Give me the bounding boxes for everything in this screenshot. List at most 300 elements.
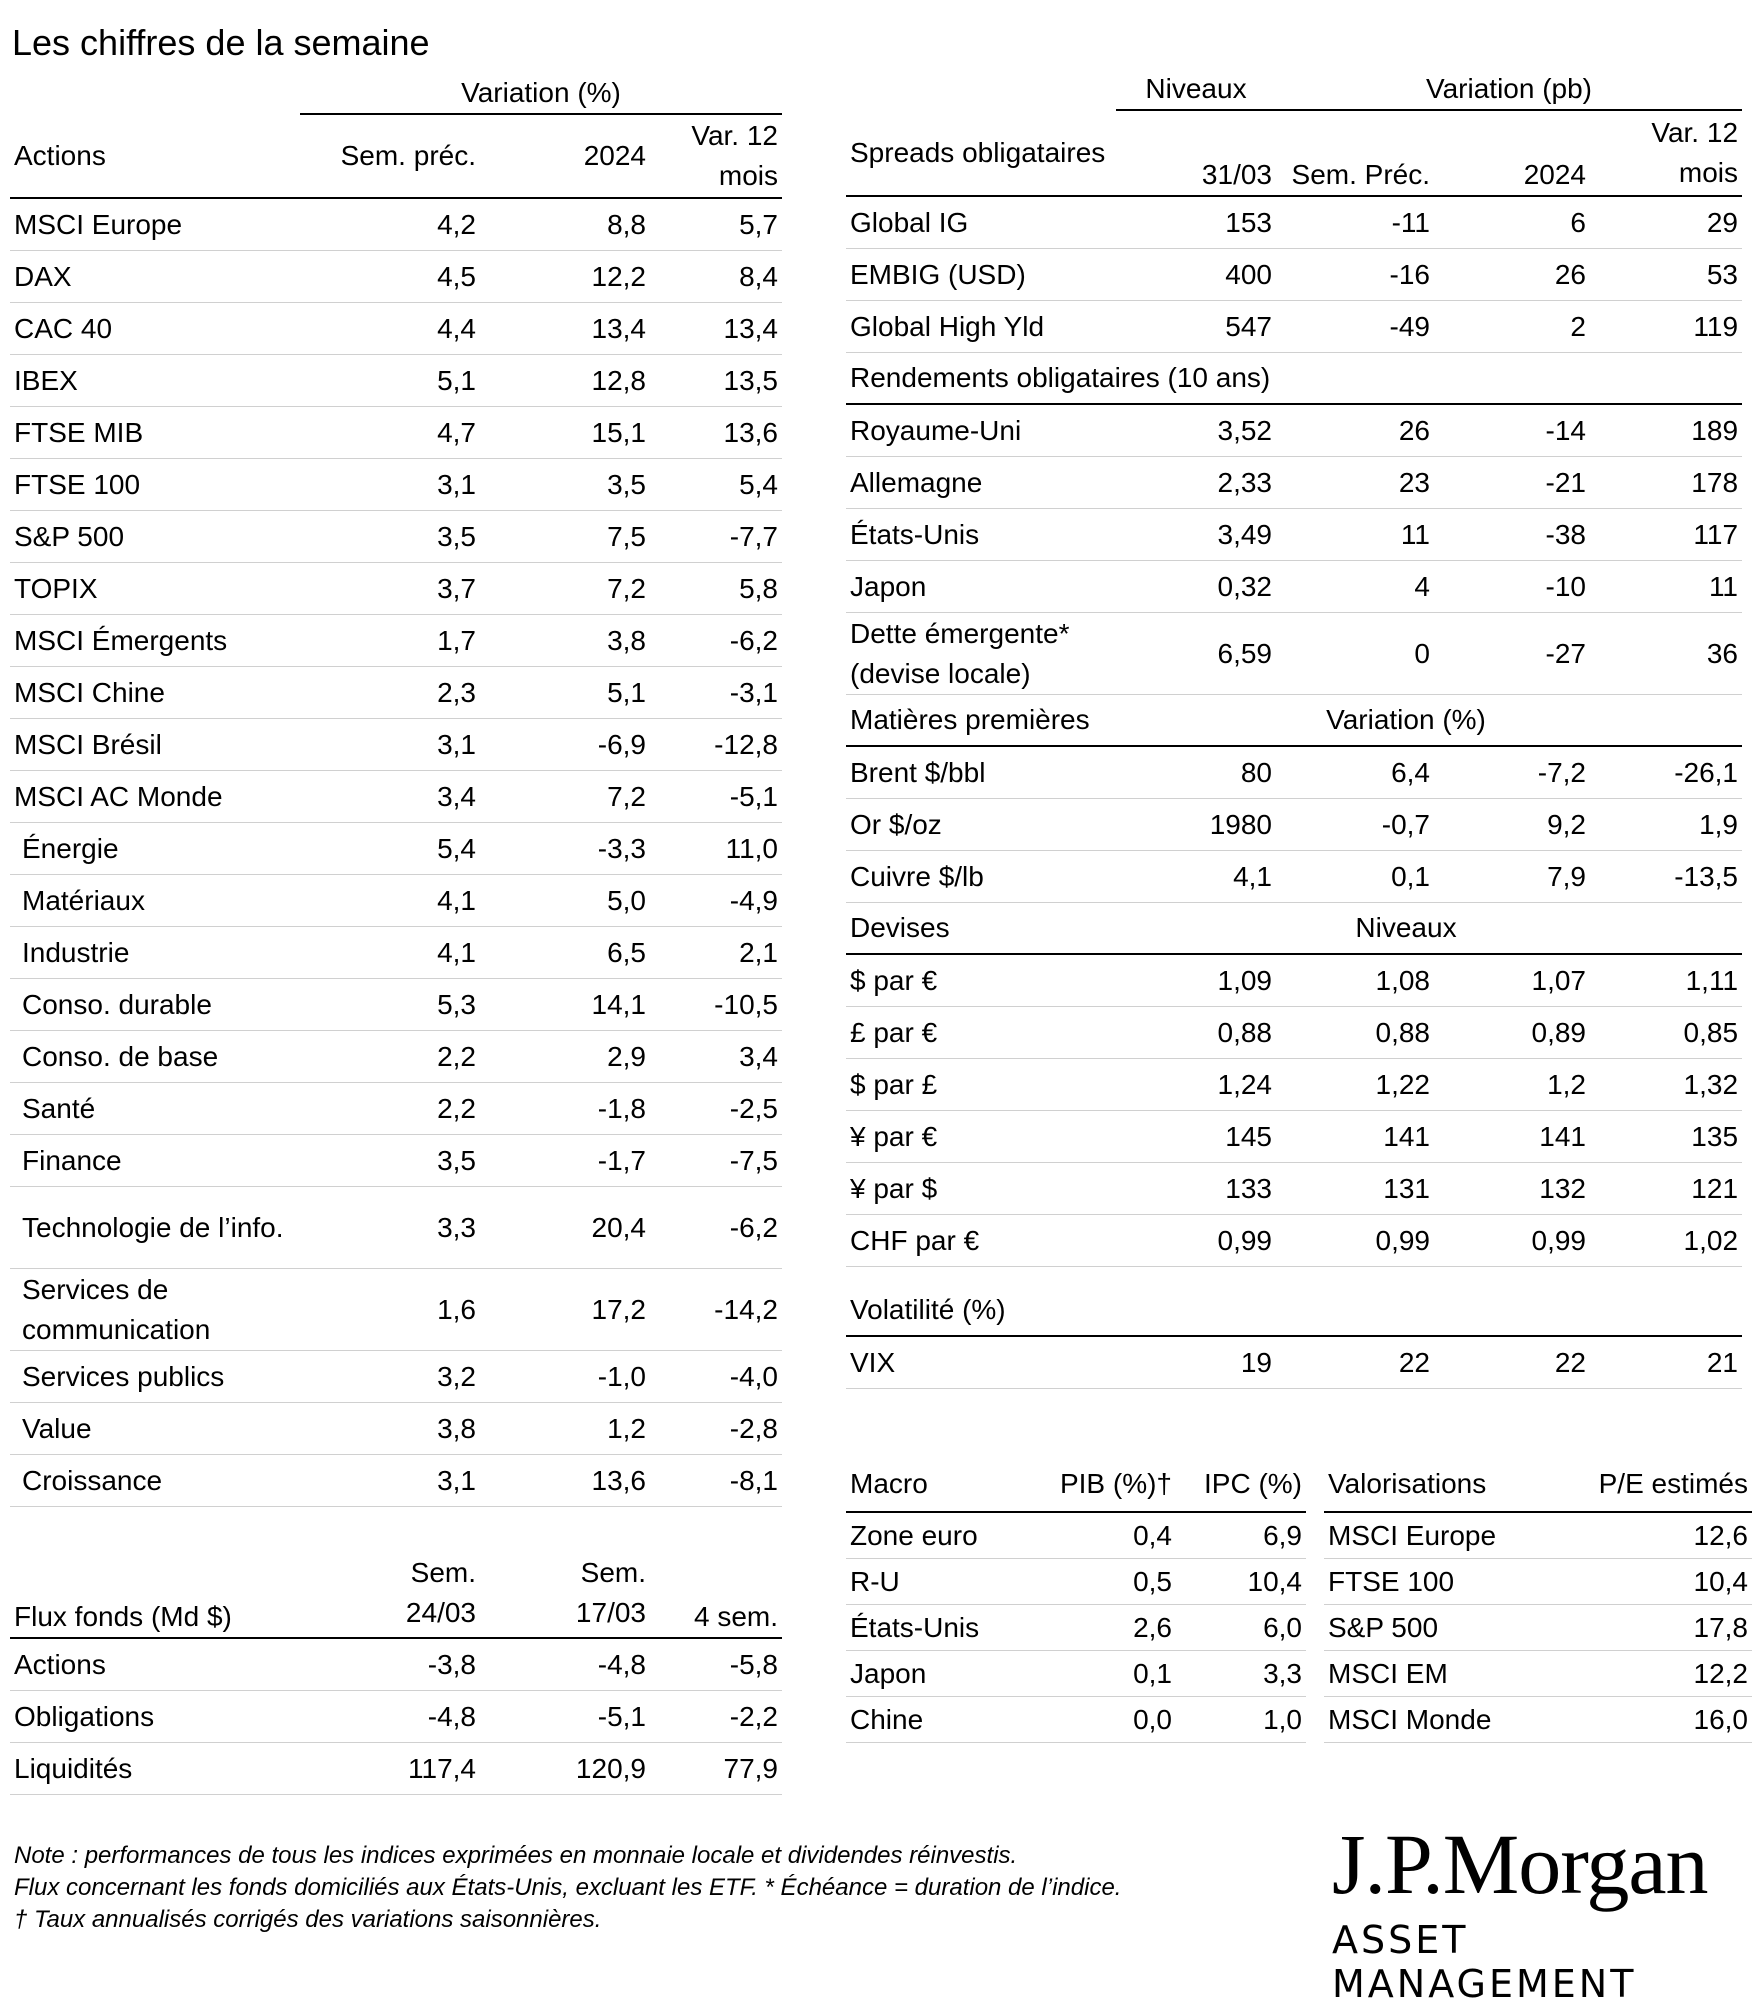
row-value: 6,0	[1176, 1605, 1306, 1651]
row-label: Liquidités	[10, 1743, 300, 1795]
volatilite-title: Volatilité (%)	[846, 1285, 1742, 1336]
table-row	[1324, 1605, 1752, 1651]
row-value: -7,7	[650, 511, 782, 563]
actions-table	[10, 72, 782, 1507]
row-value: 3,7	[300, 563, 480, 615]
table-row	[10, 927, 782, 979]
table-row	[846, 561, 1742, 613]
header-sem-prec: Sem. Préc.	[1276, 110, 1434, 196]
macro-header-ipc: IPC (%)	[1176, 1456, 1306, 1512]
row-value: 12,2	[1552, 1651, 1752, 1697]
table-row	[846, 404, 1742, 457]
header-31-03: 31/03	[1116, 110, 1276, 196]
row-value: 3,4	[650, 1031, 782, 1083]
table-row	[846, 1559, 1306, 1605]
row-value: 141	[1276, 1111, 1434, 1163]
row-value: 3,52	[1116, 404, 1276, 457]
row-label: Énergie	[10, 823, 300, 875]
table-row	[10, 979, 782, 1031]
rendements-title: Rendements obligataires (10 ans)	[846, 353, 1742, 405]
row-value: 23	[1276, 457, 1434, 509]
table-row	[846, 1059, 1742, 1111]
row-value: 119	[1590, 301, 1742, 353]
row-value: -2,5	[650, 1083, 782, 1135]
table-row	[1324, 1651, 1752, 1697]
row-value: -4,9	[650, 875, 782, 927]
row-value: -4,8	[300, 1691, 480, 1743]
table-row	[10, 1403, 782, 1455]
table-row	[10, 1638, 782, 1691]
row-label: Croissance	[10, 1455, 300, 1507]
row-value: 1,24	[1116, 1059, 1276, 1111]
row-value: 8,4	[650, 251, 782, 303]
table-row	[846, 1651, 1306, 1697]
row-label: Conso. de base	[10, 1031, 300, 1083]
row-value: 13,5	[650, 355, 782, 407]
table-row	[10, 875, 782, 927]
row-label: Santé	[10, 1083, 300, 1135]
row-value: -13,5	[1590, 851, 1742, 903]
row-value: 4,5	[300, 251, 480, 303]
footnote-2: Flux concernant les fonds domiciliés aux États-Unis, excluant les ETF. * Échéance = duration de l’indice.	[14, 1874, 1122, 1901]
row-value: 1,2	[1434, 1059, 1590, 1111]
row-label: Or $/oz	[846, 799, 1116, 851]
valo-header-label: Valorisations	[1324, 1456, 1552, 1512]
table-row	[10, 1083, 782, 1135]
table-row	[846, 1605, 1306, 1651]
table-row	[846, 249, 1742, 301]
row-value: 13,6	[480, 1455, 650, 1507]
row-value: 3,8	[480, 615, 650, 667]
row-value: 117,4	[300, 1743, 480, 1795]
row-value: 12,2	[480, 251, 650, 303]
row-value: 1,08	[1276, 954, 1434, 1007]
row-value: 178	[1590, 457, 1742, 509]
table-row	[10, 771, 782, 823]
row-value: 5,4	[300, 823, 480, 875]
row-label: S&P 500	[10, 511, 300, 563]
row-label: FTSE MIB	[10, 407, 300, 459]
table-row	[10, 615, 782, 667]
table-row	[846, 196, 1742, 249]
row-label: Finance	[10, 1135, 300, 1187]
row-label: $ par €	[846, 954, 1116, 1007]
row-value: 141	[1434, 1111, 1590, 1163]
row-value: 21	[1590, 1336, 1742, 1389]
row-label: MSCI Chine	[10, 667, 300, 719]
table-row	[10, 355, 782, 407]
table-row	[10, 1691, 782, 1743]
row-value: 0	[1276, 613, 1434, 695]
row-value: -5,8	[650, 1638, 782, 1691]
row-label: Cuivre $/lb	[846, 851, 1116, 903]
row-value: 36	[1590, 613, 1742, 695]
row-value: 9,2	[1434, 799, 1590, 851]
row-value: 0,88	[1116, 1007, 1276, 1059]
row-label: R-U	[846, 1559, 1036, 1605]
variation-pb-group-header: Variation (pb)	[1276, 68, 1742, 110]
row-value: 11	[1276, 509, 1434, 561]
row-label: Global High Yld	[846, 301, 1116, 353]
row-value: 6,9	[1176, 1512, 1306, 1559]
row-value: 4,7	[300, 407, 480, 459]
table-row	[10, 667, 782, 719]
row-value: -5,1	[650, 771, 782, 823]
row-label: Services publics	[10, 1351, 300, 1403]
row-label: Japon	[846, 1651, 1036, 1697]
macro-header-pib: PIB (%)†	[1036, 1456, 1176, 1512]
row-value: -2,2	[650, 1691, 782, 1743]
row-value: 135	[1590, 1111, 1742, 1163]
row-value: 4,1	[1116, 851, 1276, 903]
row-value: -8,1	[650, 1455, 782, 1507]
row-value: 3,1	[300, 719, 480, 771]
row-value: 7,2	[480, 563, 650, 615]
row-value: 0,5	[1036, 1559, 1176, 1605]
row-value: -14,2	[650, 1269, 782, 1351]
row-value: 17,2	[480, 1269, 650, 1351]
row-value: 0,89	[1434, 1007, 1590, 1059]
row-value: 133	[1116, 1163, 1276, 1215]
row-value: 12,6	[1552, 1512, 1752, 1559]
row-value: -49	[1276, 301, 1434, 353]
row-value: 3,5	[300, 1135, 480, 1187]
row-value: 7,2	[480, 771, 650, 823]
table-row	[846, 746, 1742, 799]
footnote-1: Note : performances de tous les indices exprimées en monnaie locale et dividendes réinvestis.	[14, 1842, 1018, 1869]
row-value: -3,1	[650, 667, 782, 719]
row-label: ¥ par €	[846, 1111, 1116, 1163]
row-value: 11	[1590, 561, 1742, 613]
row-value: -11	[1276, 196, 1434, 249]
row-label: MSCI Brésil	[10, 719, 300, 771]
row-value: -27	[1434, 613, 1590, 695]
row-value: -1,7	[480, 1135, 650, 1187]
row-value: 4,2	[300, 198, 480, 251]
row-value: 0,1	[1036, 1651, 1176, 1697]
table-row	[846, 1007, 1742, 1059]
actions-header-sem: Sem. préc.	[300, 114, 480, 198]
table-row	[10, 511, 782, 563]
row-value: 17,8	[1552, 1605, 1752, 1651]
row-value: 2,1	[650, 927, 782, 979]
row-label: Brent $/bbl	[846, 746, 1116, 799]
row-label: Actions	[10, 1638, 300, 1691]
row-label: Global IG	[846, 196, 1116, 249]
devises-group-header: Niveaux	[1116, 903, 1590, 955]
table-row	[1324, 1559, 1752, 1605]
row-value: 0,99	[1116, 1215, 1276, 1267]
row-value: 400	[1116, 249, 1276, 301]
row-value: 7,5	[480, 511, 650, 563]
row-label: MSCI Monde	[1324, 1697, 1552, 1743]
row-label: Dette émergente* (devise locale)	[846, 613, 1116, 695]
row-label: Obligations	[10, 1691, 300, 1743]
row-value: -12,8	[650, 719, 782, 771]
row-value: 5,3	[300, 979, 480, 1031]
row-label: Conso. durable	[10, 979, 300, 1031]
table-row	[1324, 1512, 1752, 1559]
row-value: -4,0	[650, 1351, 782, 1403]
actions-group-header: Variation (%)	[300, 72, 782, 114]
row-value: 3,4	[300, 771, 480, 823]
table-row	[10, 407, 782, 459]
row-value: 26	[1434, 249, 1590, 301]
macro-header-label: Macro	[846, 1456, 1036, 1512]
row-value: 5,8	[650, 563, 782, 615]
row-label: États-Unis	[846, 509, 1116, 561]
row-value: 2,2	[300, 1083, 480, 1135]
row-label: Value	[10, 1403, 300, 1455]
markets-table	[846, 68, 1742, 1389]
row-value: 0,1	[1276, 851, 1434, 903]
row-value: 10,4	[1176, 1559, 1306, 1605]
row-value: 14,1	[480, 979, 650, 1031]
row-value: -38	[1434, 509, 1590, 561]
row-label: MSCI AC Monde	[10, 771, 300, 823]
table-row	[10, 459, 782, 511]
row-value: 3,2	[300, 1351, 480, 1403]
actions-header-var12: Var. 12 mois	[650, 114, 782, 198]
row-label: IBEX	[10, 355, 300, 407]
row-value: 1,32	[1590, 1059, 1742, 1111]
jpmorgan-logo: J.P.Morgan	[1332, 1816, 1708, 1912]
row-value: 80	[1116, 746, 1276, 799]
row-value: 12,8	[480, 355, 650, 407]
row-label: MSCI Europe	[10, 198, 300, 251]
flux-header-4sem: 4 sem.	[650, 1548, 782, 1638]
row-value: -16	[1276, 249, 1434, 301]
table-row	[846, 1111, 1742, 1163]
table-row	[846, 1697, 1306, 1743]
row-value: -2,8	[650, 1403, 782, 1455]
row-value: 6,5	[480, 927, 650, 979]
row-value: 13,4	[650, 303, 782, 355]
page-title: Les chiffres de la semaine	[12, 22, 430, 63]
row-value: 3,1	[300, 459, 480, 511]
row-label: Services de communication	[10, 1269, 300, 1351]
row-value: 22	[1434, 1336, 1590, 1389]
table-row	[10, 303, 782, 355]
table-row	[846, 613, 1742, 695]
row-label: Chine	[846, 1697, 1036, 1743]
table-row	[1324, 1697, 1752, 1743]
matieres-group-header: Variation (%)	[1116, 695, 1590, 747]
row-value: 2,33	[1116, 457, 1276, 509]
row-label: Allemagne	[846, 457, 1116, 509]
table-row	[846, 1512, 1306, 1559]
row-value: 189	[1590, 404, 1742, 457]
row-value: 26	[1276, 404, 1434, 457]
row-value: 1980	[1116, 799, 1276, 851]
row-value: -0,7	[1276, 799, 1434, 851]
matieres-title: Matières premières	[846, 695, 1116, 747]
table-row	[846, 1163, 1742, 1215]
table-row	[10, 823, 782, 875]
flux-table	[10, 1548, 782, 1795]
row-value: 117	[1590, 509, 1742, 561]
row-label: Matériaux	[10, 875, 300, 927]
row-value: 3,3	[1176, 1651, 1306, 1697]
row-value: 0,99	[1434, 1215, 1590, 1267]
flux-header-label: Flux fonds (Md $)	[10, 1548, 300, 1638]
row-value: 120,9	[480, 1743, 650, 1795]
row-label: MSCI Europe	[1324, 1512, 1552, 1559]
row-value: 20,4	[480, 1187, 650, 1269]
row-label: $ par £	[846, 1059, 1116, 1111]
row-value: 13,6	[650, 407, 782, 459]
row-label: CAC 40	[10, 303, 300, 355]
row-value: 3,49	[1116, 509, 1276, 561]
table-row	[846, 509, 1742, 561]
row-value: 1,9	[1590, 799, 1742, 851]
row-value: 3,8	[300, 1403, 480, 1455]
row-value: 5,1	[300, 355, 480, 407]
row-value: 4,1	[300, 927, 480, 979]
row-value: -7,5	[650, 1135, 782, 1187]
row-value: 2,2	[300, 1031, 480, 1083]
row-value: 53	[1590, 249, 1742, 301]
row-value: 145	[1116, 1111, 1276, 1163]
row-value: -3,8	[300, 1638, 480, 1691]
row-label: VIX	[846, 1336, 1116, 1389]
table-row	[10, 251, 782, 303]
macro-table	[846, 1456, 1306, 1743]
row-value: 0,4	[1036, 1512, 1176, 1559]
footnote-3: † Taux annualisés corrigés des variations saisonnières.	[14, 1906, 602, 1933]
row-value: 2,3	[300, 667, 480, 719]
row-value: 77,9	[650, 1743, 782, 1795]
table-row	[10, 198, 782, 251]
row-label: CHF par €	[846, 1215, 1116, 1267]
row-value: 1,6	[300, 1269, 480, 1351]
row-label: États-Unis	[846, 1605, 1036, 1651]
header-2024: 2024	[1434, 110, 1590, 196]
row-value: 4	[1276, 561, 1434, 613]
row-value: 547	[1116, 301, 1276, 353]
row-value: -6,9	[480, 719, 650, 771]
row-value: 6	[1434, 196, 1590, 249]
row-value: 153	[1116, 196, 1276, 249]
row-value: 0,85	[1590, 1007, 1742, 1059]
row-value: 7,9	[1434, 851, 1590, 903]
row-label: Royaume-Uni	[846, 404, 1116, 457]
row-value: 1,02	[1590, 1215, 1742, 1267]
row-label: Zone euro	[846, 1512, 1036, 1559]
asset-management-logo-text: ASSET MANAGEMENT	[1332, 1918, 1637, 2006]
row-value: 0,88	[1276, 1007, 1434, 1059]
row-value: 29	[1590, 196, 1742, 249]
row-value: -6,2	[650, 1187, 782, 1269]
row-value: 2	[1434, 301, 1590, 353]
row-value: -5,1	[480, 1691, 650, 1743]
row-value: 1,11	[1590, 954, 1742, 1007]
row-label: FTSE 100	[1324, 1559, 1552, 1605]
row-value: 3,1	[300, 1455, 480, 1507]
row-value: -21	[1434, 457, 1590, 509]
row-value: 1,7	[300, 615, 480, 667]
row-value: 0,0	[1036, 1697, 1176, 1743]
row-value: -14	[1434, 404, 1590, 457]
table-row	[10, 1743, 782, 1795]
row-value: 0,32	[1116, 561, 1276, 613]
row-value: 5,4	[650, 459, 782, 511]
table-row	[10, 719, 782, 771]
row-value: 1,07	[1434, 954, 1590, 1007]
row-label: EMBIG (USD)	[846, 249, 1116, 301]
row-value: -4,8	[480, 1638, 650, 1691]
row-label: MSCI Émergents	[10, 615, 300, 667]
row-label: S&P 500	[1324, 1605, 1552, 1651]
table-row	[846, 1215, 1742, 1267]
row-label: £ par €	[846, 1007, 1116, 1059]
row-value: -1,8	[480, 1083, 650, 1135]
row-value: 1,22	[1276, 1059, 1434, 1111]
row-label: FTSE 100	[10, 459, 300, 511]
table-row	[10, 1269, 782, 1351]
row-value: 11,0	[650, 823, 782, 875]
flux-header-sem2: Sem. 17/03	[480, 1548, 650, 1638]
row-value: 19	[1116, 1336, 1276, 1389]
spreads-header: Spreads obligataires	[846, 110, 1116, 196]
row-value: 4,1	[300, 875, 480, 927]
row-value: 4,4	[300, 303, 480, 355]
footnotes	[14, 1840, 1121, 1936]
valorisations-table	[1324, 1456, 1752, 1743]
row-value: -10,5	[650, 979, 782, 1031]
row-label: DAX	[10, 251, 300, 303]
row-value: -1,0	[480, 1351, 650, 1403]
row-value: 2,6	[1036, 1605, 1176, 1651]
row-value: 6,59	[1116, 613, 1276, 695]
flux-header-sem1: Sem. 24/03	[300, 1548, 480, 1638]
row-value: 0,99	[1276, 1215, 1434, 1267]
table-row	[846, 457, 1742, 509]
row-value: 2,9	[480, 1031, 650, 1083]
row-label: MSCI EM	[1324, 1651, 1552, 1697]
row-value: 131	[1276, 1163, 1434, 1215]
devises-title: Devises	[846, 903, 1116, 955]
row-label: TOPIX	[10, 563, 300, 615]
row-value: 1,09	[1116, 954, 1276, 1007]
row-label: Japon	[846, 561, 1116, 613]
row-value: 15,1	[480, 407, 650, 459]
valo-header-pe: P/E estimés	[1552, 1456, 1752, 1512]
table-row	[846, 851, 1742, 903]
row-value: 121	[1590, 1163, 1742, 1215]
row-value: 3,5	[480, 459, 650, 511]
niveaux-group-header: Niveaux	[1116, 68, 1276, 110]
table-row	[10, 563, 782, 615]
row-value: -26,1	[1590, 746, 1742, 799]
table-row	[10, 1187, 782, 1269]
table-row	[10, 1351, 782, 1403]
table-row	[846, 1336, 1742, 1389]
row-label: Industrie	[10, 927, 300, 979]
row-value: 8,8	[480, 198, 650, 251]
row-value: 5,7	[650, 198, 782, 251]
table-row	[846, 954, 1742, 1007]
row-value: 13,4	[480, 303, 650, 355]
row-value: 132	[1434, 1163, 1590, 1215]
row-value: 3,5	[300, 511, 480, 563]
row-value: 10,4	[1552, 1559, 1752, 1605]
row-value: 5,0	[480, 875, 650, 927]
row-value: 16,0	[1552, 1697, 1752, 1743]
row-value: 6,4	[1276, 746, 1434, 799]
table-row	[10, 1135, 782, 1187]
row-value: 1,2	[480, 1403, 650, 1455]
